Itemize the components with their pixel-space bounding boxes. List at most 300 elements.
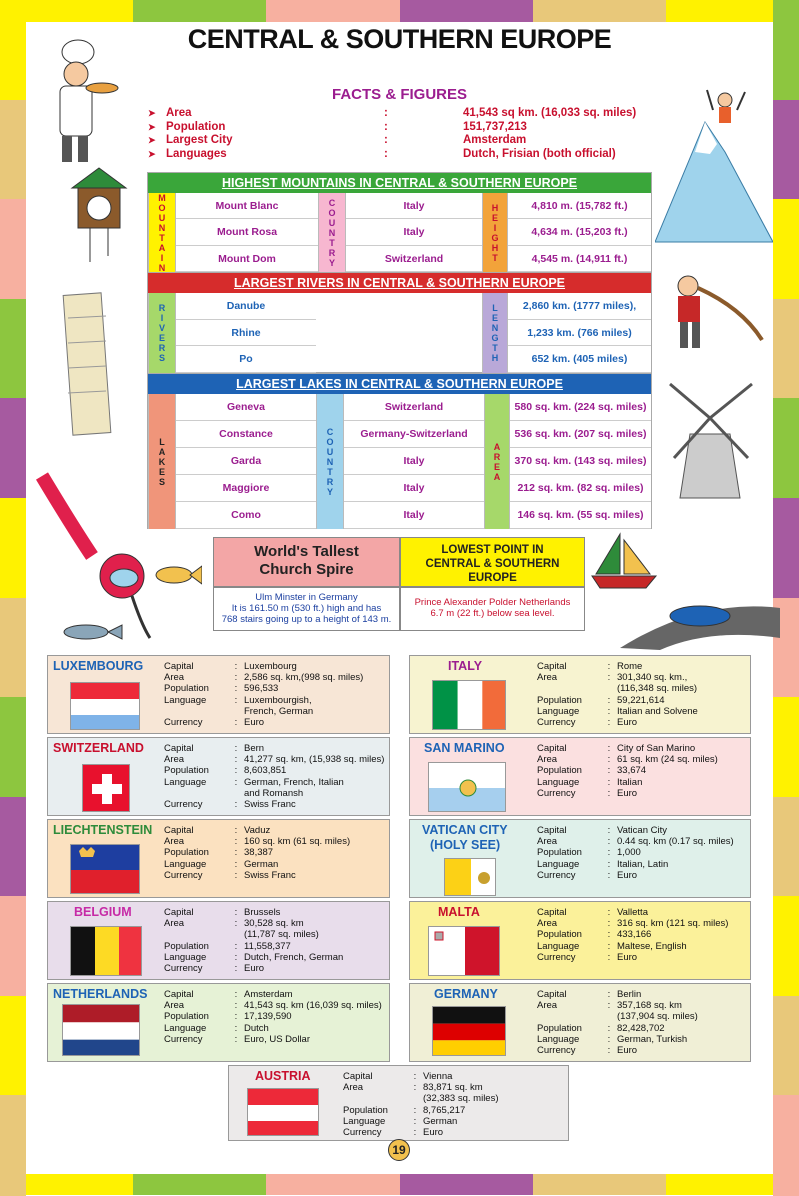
country-info bbox=[164, 743, 384, 810]
info-row bbox=[537, 847, 734, 858]
info-row bbox=[343, 1071, 499, 1082]
info-key: Language bbox=[164, 951, 207, 963]
info-row bbox=[164, 989, 382, 1000]
info-value: Valletta bbox=[617, 907, 648, 918]
info-key: Currency bbox=[537, 787, 576, 799]
label-letter: H bbox=[491, 353, 499, 363]
label-letter: U bbox=[326, 446, 334, 457]
info-key: Language bbox=[164, 858, 207, 870]
info-value: and Romansh bbox=[244, 787, 304, 799]
info-key: Area bbox=[537, 1000, 558, 1012]
info-sep: : bbox=[234, 907, 238, 918]
rivers-heading: LARGEST RIVERS IN CENTRAL & SOUTHERN EUROPE bbox=[148, 273, 651, 293]
info-key: Language bbox=[164, 694, 207, 706]
country-info bbox=[537, 661, 698, 728]
border-stripe-right bbox=[773, 797, 799, 898]
info-row bbox=[537, 788, 718, 799]
info-value: 1,000 bbox=[617, 847, 641, 859]
info-value: 82,428,702 bbox=[617, 1022, 665, 1034]
info-row bbox=[537, 717, 698, 728]
lowest-title-box bbox=[400, 537, 585, 587]
mountain-name: Mount Blanc bbox=[176, 193, 318, 219]
label-letter: A bbox=[158, 242, 166, 253]
info-sep: : bbox=[607, 858, 611, 870]
info-value: (32,383 sq. miles) bbox=[423, 1093, 499, 1105]
info-key: Area bbox=[164, 1000, 185, 1012]
info-value: Luxembourgish, bbox=[244, 694, 312, 706]
info-row bbox=[343, 1127, 499, 1138]
country-box-netherlands bbox=[47, 983, 390, 1062]
country-box-belgium bbox=[47, 901, 390, 980]
info-sep: : bbox=[234, 869, 238, 881]
fact-value: Amsterdam bbox=[463, 134, 527, 146]
info-value: 41,543 sq. km (16,039 sq. miles) bbox=[244, 1000, 382, 1012]
country-box-germany bbox=[409, 983, 751, 1062]
info-value: German, Turkish bbox=[617, 1033, 688, 1045]
mountain-country: Italy bbox=[346, 219, 482, 245]
info-sep bbox=[601, 1011, 617, 1022]
info-key: Population bbox=[343, 1104, 388, 1116]
mountain-climber-illustration bbox=[655, 82, 773, 244]
info-row bbox=[164, 859, 350, 870]
info-value: 433,166 bbox=[617, 929, 652, 941]
country-info bbox=[164, 661, 363, 728]
vertical-label bbox=[482, 293, 508, 373]
border-stripe-left bbox=[0, 299, 26, 400]
country-box-luxembourg bbox=[47, 655, 390, 734]
vertical-label bbox=[148, 293, 176, 373]
page-number: 19 bbox=[388, 1139, 410, 1161]
label-letter: T bbox=[327, 466, 333, 477]
info-row bbox=[537, 836, 734, 847]
info-value: 38,387 bbox=[244, 847, 274, 859]
info-value: 0.44 sq. km (0.17 sq. miles) bbox=[617, 836, 734, 848]
info-key: Language bbox=[164, 776, 207, 788]
mountain-country: Switzerland bbox=[346, 246, 482, 272]
leaning-tower-illustration bbox=[62, 288, 112, 438]
country-name-sub: (HOLY SEE) bbox=[430, 838, 501, 852]
info-row bbox=[164, 870, 350, 881]
lake-country: Germany-Switzerland bbox=[344, 421, 484, 448]
info-value: 2,586 sq. km,(998 sq. miles) bbox=[244, 672, 364, 684]
label-letter: C bbox=[326, 426, 334, 437]
info-row bbox=[537, 754, 718, 765]
label-letter: S bbox=[158, 353, 165, 363]
label-letter: Y bbox=[328, 257, 335, 268]
info-sep: : bbox=[607, 1045, 611, 1057]
label-letter: G bbox=[491, 333, 499, 343]
label-letter: R bbox=[158, 303, 166, 313]
info-key: Population bbox=[164, 683, 209, 695]
info-value: 33,674 bbox=[617, 765, 647, 777]
vertical-label-letters bbox=[483, 293, 507, 373]
info-value: Euro bbox=[244, 963, 265, 975]
info-sep: : bbox=[234, 1011, 238, 1023]
label-letter: N bbox=[491, 323, 499, 333]
border-stripe-right bbox=[773, 896, 799, 997]
fact-bullet: ➤ bbox=[148, 121, 156, 132]
info-sep: : bbox=[413, 1104, 417, 1116]
info-row bbox=[164, 754, 384, 765]
vertical-label bbox=[148, 394, 176, 529]
country-info bbox=[537, 743, 718, 799]
info-sep: : bbox=[413, 1127, 417, 1139]
border-stripe-bottom bbox=[533, 1173, 667, 1195]
border-stripe-left bbox=[0, 398, 26, 499]
vertical-label bbox=[484, 394, 510, 529]
windmill-illustration bbox=[660, 378, 760, 506]
info-row bbox=[164, 717, 363, 728]
info-sep: : bbox=[234, 1000, 238, 1012]
info-row bbox=[164, 941, 343, 952]
info-value: Euro bbox=[617, 951, 638, 963]
info-key: Population bbox=[537, 1022, 582, 1034]
info-sep: : bbox=[607, 705, 611, 717]
info-key: Area bbox=[164, 754, 185, 766]
info-key: Currency bbox=[537, 1045, 576, 1057]
info-sep: : bbox=[607, 787, 611, 799]
info-sep: : bbox=[607, 672, 611, 684]
info-key: Area bbox=[537, 672, 558, 684]
info-sep bbox=[228, 706, 244, 717]
spire-line-3: 768 stairs going up to a height of 143 m. bbox=[221, 614, 392, 625]
info-sep: : bbox=[607, 1022, 611, 1034]
info-row bbox=[537, 1011, 698, 1022]
info-value: 357,168 sq. km bbox=[617, 1000, 682, 1012]
info-sep: : bbox=[607, 989, 611, 1000]
lake-area: 370 sq. km. (143 sq. miles) bbox=[510, 448, 651, 475]
info-sep: : bbox=[607, 825, 611, 836]
info-value: 30,528 sq. km bbox=[244, 918, 304, 930]
border-stripe-bottom bbox=[133, 1173, 267, 1195]
racing-car-illustration bbox=[620, 588, 780, 650]
info-row bbox=[537, 672, 698, 683]
border-stripe-top bbox=[400, 0, 534, 22]
info-key: Area bbox=[164, 672, 185, 684]
info-row bbox=[537, 918, 728, 929]
info-sep bbox=[407, 1093, 423, 1104]
border-stripe-left bbox=[0, 697, 26, 798]
border-stripe-right bbox=[773, 398, 799, 499]
country-name: BELGIUM bbox=[74, 905, 132, 919]
info-row bbox=[164, 825, 350, 836]
country-name: SWITZERLAND bbox=[53, 741, 144, 755]
flag-italy bbox=[432, 680, 506, 730]
info-value: 301,340 sq. km., bbox=[617, 672, 688, 684]
flag-belgium bbox=[70, 926, 142, 976]
lake-country: Italy bbox=[344, 448, 484, 475]
country-name: LIECHTENSTEIN bbox=[53, 823, 153, 837]
info-key: Population bbox=[537, 694, 582, 706]
label-letter: V bbox=[158, 323, 165, 333]
info-sep: : bbox=[234, 1033, 238, 1045]
mountain-height: 4,810 m. (15,782 ft.) bbox=[508, 193, 651, 219]
info-row bbox=[537, 941, 728, 952]
fact-bullet: ➤ bbox=[148, 135, 156, 145]
label-letter: N bbox=[158, 222, 166, 233]
vertical-label-letters bbox=[485, 394, 509, 529]
info-key: Population bbox=[164, 765, 209, 777]
fact-separator: : bbox=[384, 134, 388, 146]
info-sep: : bbox=[607, 694, 611, 706]
flag-sanmarino bbox=[428, 762, 506, 812]
label-letter: H bbox=[491, 242, 499, 253]
info-key: Population bbox=[164, 940, 209, 952]
border-stripe-left bbox=[0, 797, 26, 898]
info-value: Bern bbox=[244, 743, 265, 754]
info-row bbox=[164, 799, 384, 810]
info-row bbox=[537, 695, 698, 706]
label-letter: N bbox=[326, 456, 334, 467]
label-letter: H bbox=[491, 202, 499, 213]
info-sep: : bbox=[607, 847, 611, 859]
label-letter: Y bbox=[326, 486, 333, 497]
vertical-label bbox=[482, 193, 508, 272]
info-value: Maltese, English bbox=[617, 940, 687, 952]
country-name: NETHERLANDS bbox=[53, 987, 148, 1001]
info-row bbox=[164, 847, 350, 858]
border-stripe-top bbox=[266, 0, 400, 22]
info-sep: : bbox=[234, 661, 238, 672]
label-letter: S bbox=[158, 476, 165, 487]
info-key: Currency bbox=[164, 717, 203, 729]
info-value: Italian, Latin bbox=[617, 858, 669, 870]
lake-country: Italy bbox=[344, 475, 484, 502]
info-key: Language bbox=[537, 1033, 580, 1045]
country-name: MALTA bbox=[438, 905, 480, 919]
info-value: 61 sq. km (24 sq. miles) bbox=[617, 754, 718, 766]
info-row bbox=[164, 1011, 382, 1022]
alphorn-player-illustration bbox=[662, 268, 770, 354]
fact-value: 151,737,213 bbox=[463, 120, 527, 133]
info-row bbox=[537, 743, 718, 754]
mountain-height: 4,545 m. (14,911 ft.) bbox=[508, 246, 651, 272]
info-key bbox=[164, 929, 228, 940]
border-stripe-right bbox=[773, 996, 799, 1097]
scuba-diver-illustration bbox=[32, 466, 162, 646]
info-key: Language bbox=[164, 1022, 207, 1034]
border-stripe-right bbox=[773, 299, 799, 400]
info-sep: : bbox=[607, 1000, 611, 1012]
info-sep: : bbox=[607, 754, 611, 766]
flag-germany bbox=[432, 1006, 506, 1056]
lake-name: Como bbox=[176, 502, 316, 529]
river-length: 652 km. (405 miles) bbox=[508, 346, 651, 373]
country-info bbox=[164, 825, 350, 881]
label-letter: L bbox=[159, 436, 165, 447]
vertical-label-letters bbox=[149, 394, 175, 529]
info-key: Language bbox=[537, 858, 580, 870]
label-letter: C bbox=[328, 197, 336, 208]
country-box-vatican bbox=[409, 819, 751, 898]
label-letter: O bbox=[158, 202, 166, 213]
info-row bbox=[343, 1105, 499, 1116]
info-key: Population bbox=[164, 1011, 209, 1023]
info-key bbox=[343, 1093, 407, 1104]
border-stripe-right bbox=[773, 697, 799, 798]
mountain-country: Italy bbox=[346, 193, 482, 219]
label-letter: I bbox=[493, 222, 497, 233]
mountains-table bbox=[147, 172, 652, 272]
info-sep: : bbox=[607, 869, 611, 881]
border-stripe-left bbox=[0, 100, 26, 201]
info-key: Area bbox=[164, 918, 185, 930]
fact-label: Largest City bbox=[166, 134, 233, 146]
info-value: (11,787 sq. miles) bbox=[244, 929, 319, 941]
info-sep: : bbox=[234, 765, 238, 777]
info-value: 596,533 bbox=[244, 683, 279, 695]
info-key: Currency bbox=[164, 963, 203, 975]
vertical-label bbox=[316, 394, 344, 529]
info-sep: : bbox=[234, 963, 238, 975]
border-stripe-top bbox=[533, 0, 667, 22]
river-name: Rhine bbox=[176, 320, 316, 347]
info-value: German bbox=[244, 858, 279, 870]
info-row bbox=[537, 1023, 698, 1034]
flag-vatican bbox=[444, 858, 496, 896]
info-value: Vienna bbox=[423, 1071, 453, 1082]
info-key bbox=[164, 788, 228, 799]
info-key: Currency bbox=[537, 869, 576, 881]
lake-area: 580 sq. km. (224 sq. miles) bbox=[510, 394, 651, 421]
info-key: Population bbox=[537, 765, 582, 777]
border-stripe-left bbox=[0, 996, 26, 1097]
info-sep: : bbox=[607, 929, 611, 941]
sailboat-illustration bbox=[590, 530, 660, 594]
info-row bbox=[164, 777, 384, 788]
label-letter: R bbox=[158, 343, 166, 353]
info-sep: : bbox=[234, 754, 238, 766]
border-stripe-right bbox=[773, 498, 799, 599]
info-row bbox=[164, 765, 384, 776]
label-letter: U bbox=[328, 217, 336, 228]
label-letter: R bbox=[326, 476, 334, 487]
info-sep: : bbox=[234, 683, 238, 695]
info-row bbox=[537, 929, 728, 940]
spire-title: World's Tallest Church Spire bbox=[254, 543, 359, 578]
info-key: Area bbox=[537, 836, 558, 848]
label-letter: A bbox=[493, 471, 501, 482]
border-stripe-left bbox=[0, 598, 26, 699]
vertical-label-letters bbox=[149, 293, 175, 373]
info-value: Italian and Solvene bbox=[617, 705, 698, 717]
label-letter: R bbox=[328, 247, 336, 258]
info-value: German, French, Italian bbox=[244, 776, 344, 788]
label-letter: T bbox=[492, 343, 498, 353]
info-row bbox=[537, 706, 698, 717]
info-row bbox=[164, 952, 343, 963]
info-value: 160 sq. km (61 sq. miles) bbox=[244, 836, 351, 848]
border-stripe-left bbox=[0, 896, 26, 997]
info-sep: : bbox=[234, 717, 238, 729]
info-key: Currency bbox=[537, 717, 576, 729]
border-stripe-left bbox=[0, 498, 26, 599]
info-row bbox=[343, 1093, 499, 1104]
info-value: Dutch bbox=[244, 1022, 269, 1034]
info-row bbox=[343, 1082, 499, 1093]
info-key: Capital bbox=[343, 1071, 373, 1082]
info-value: German bbox=[423, 1115, 458, 1127]
info-row bbox=[537, 989, 698, 1000]
country-name: VATICAN CITY bbox=[422, 823, 508, 837]
border-stripe-left bbox=[0, 199, 26, 300]
info-row bbox=[164, 706, 363, 717]
info-value: Swiss Franc bbox=[244, 869, 296, 881]
info-value: Rome bbox=[617, 661, 643, 672]
info-value: 41,277 sq. km, (15,938 sq. miles) bbox=[244, 754, 385, 766]
info-row bbox=[164, 929, 343, 940]
lowest-line-1: Prince Alexander Polder Netherlands bbox=[414, 597, 571, 608]
info-key: Currency bbox=[537, 951, 576, 963]
label-letter: T bbox=[159, 232, 165, 243]
page-subtitle: FACTS & FIGURES bbox=[331, 86, 467, 103]
border-stripe-left bbox=[0, 1095, 26, 1196]
info-sep: : bbox=[607, 918, 611, 930]
country-box-liechtenstein bbox=[47, 819, 390, 898]
fish-illustration bbox=[150, 560, 202, 590]
country-info bbox=[537, 989, 698, 1056]
info-sep: : bbox=[607, 776, 611, 788]
info-value: 17,139,590 bbox=[244, 1011, 292, 1023]
info-key: Capital bbox=[164, 661, 194, 672]
border-stripe-bottom bbox=[400, 1173, 534, 1195]
info-value: 316 sq. km (121 sq. miles) bbox=[617, 918, 729, 930]
info-sep: : bbox=[234, 847, 238, 859]
flag-luxembourg bbox=[70, 682, 140, 730]
info-sep: : bbox=[234, 989, 238, 1000]
info-sep: : bbox=[607, 907, 611, 918]
country-box-italy bbox=[409, 655, 751, 734]
info-sep: : bbox=[234, 1022, 238, 1034]
vertical-label-letters bbox=[319, 193, 345, 272]
info-value: Euro bbox=[617, 717, 638, 729]
info-row bbox=[164, 661, 363, 672]
info-value: Amsterdam bbox=[244, 989, 293, 1000]
river-length: 1,233 km. (766 miles) bbox=[508, 320, 651, 347]
info-row bbox=[164, 672, 363, 683]
info-value: 8,603,851 bbox=[244, 765, 287, 777]
lake-country: Italy bbox=[344, 502, 484, 529]
label-letter: L bbox=[492, 303, 498, 313]
label-letter: K bbox=[158, 456, 166, 467]
info-value: 83,871 sq. km bbox=[423, 1082, 483, 1094]
label-letter: O bbox=[326, 436, 334, 447]
info-sep: : bbox=[607, 940, 611, 952]
country-name: GERMANY bbox=[434, 987, 498, 1001]
lowest-line-2: 6.7 m (22 ft.) below sea level. bbox=[430, 608, 555, 619]
info-sep: : bbox=[607, 765, 611, 777]
info-row bbox=[537, 952, 728, 963]
vertical-label-letters bbox=[317, 394, 343, 529]
country-box-malta bbox=[409, 901, 751, 980]
label-letter: A bbox=[158, 446, 166, 457]
info-row bbox=[537, 1045, 698, 1056]
info-key: Language bbox=[537, 940, 580, 952]
label-letter: G bbox=[491, 232, 499, 243]
info-key: Capital bbox=[164, 907, 194, 918]
rivers-table bbox=[147, 272, 652, 373]
country-box-sanmarino bbox=[409, 737, 751, 816]
info-value: Luxembourg bbox=[244, 661, 297, 672]
flag-switzerland bbox=[82, 764, 130, 812]
info-value: 11,558,377 bbox=[244, 940, 291, 952]
info-sep: : bbox=[234, 743, 238, 754]
country-info bbox=[164, 989, 382, 1045]
info-key: Capital bbox=[164, 825, 194, 836]
info-value: Euro bbox=[617, 787, 638, 799]
info-row bbox=[164, 907, 343, 918]
info-key: Population bbox=[164, 847, 209, 859]
